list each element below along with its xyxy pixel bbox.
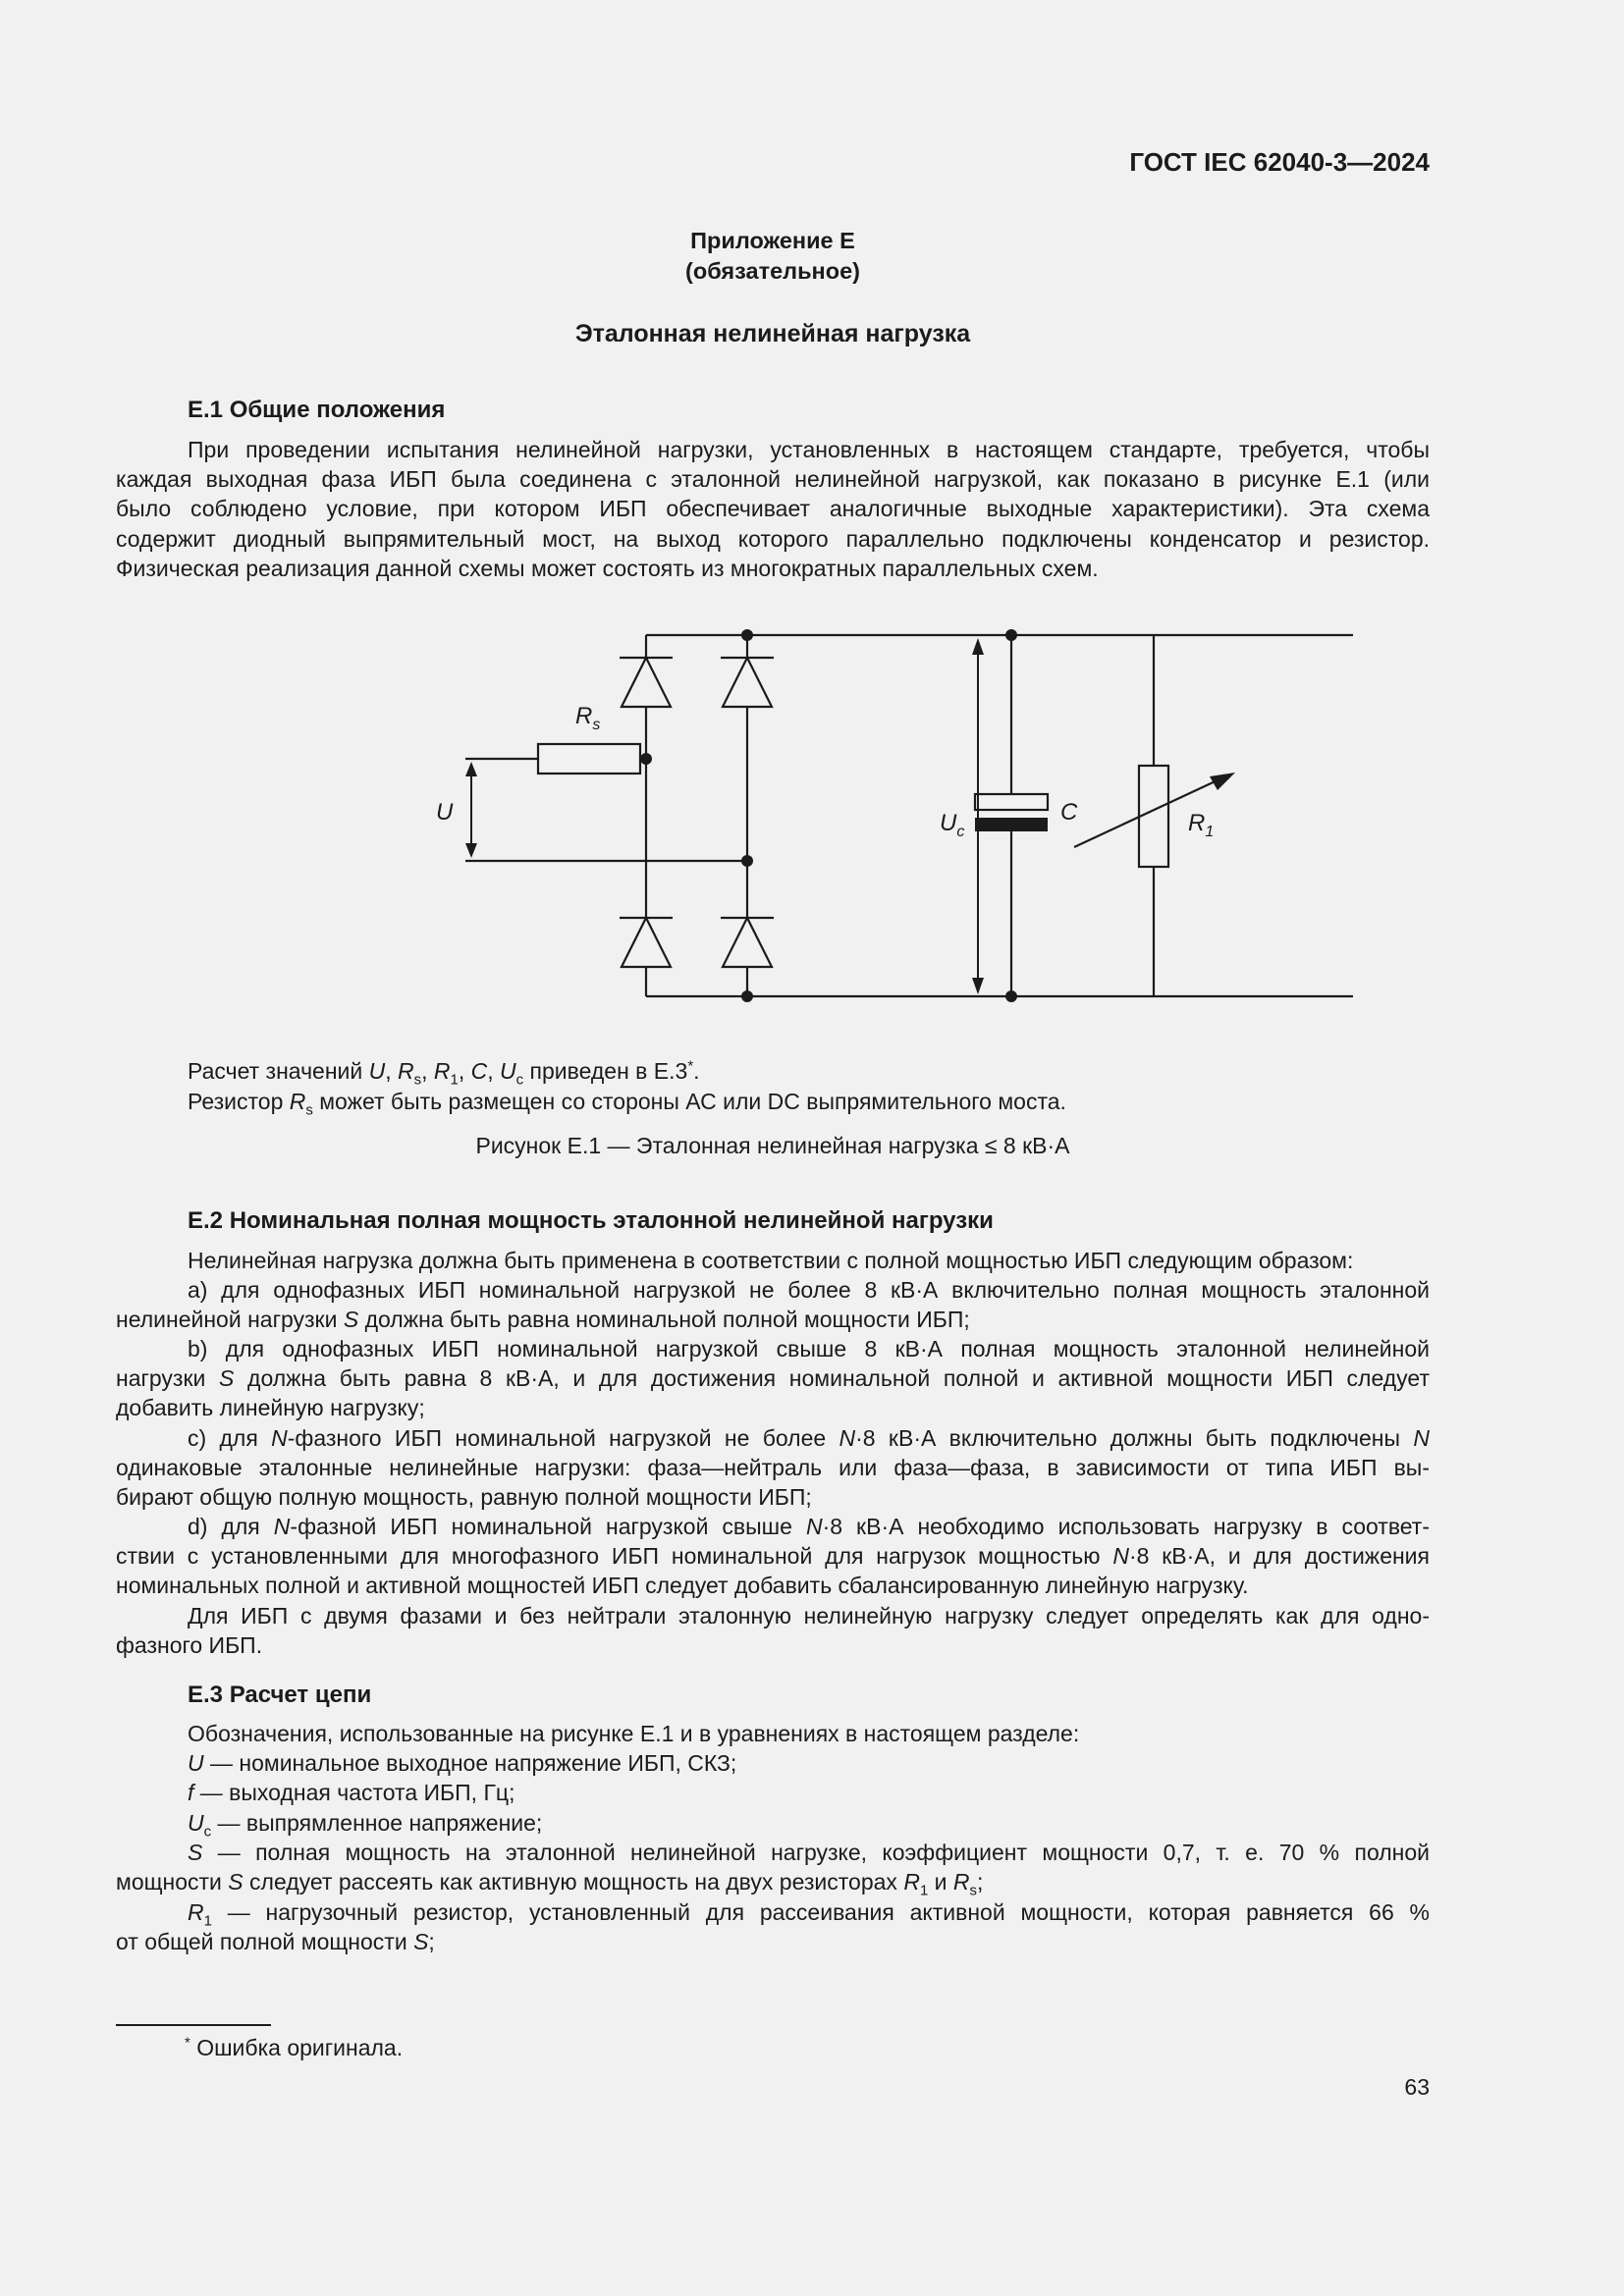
e1-line-3: было соблюдено условие, при котором ИБП обеспечивает аналогичные выходные характеристики). Эта схема	[116, 496, 1430, 521]
e2-item-a-1: а) для однофазных ИБП номинальной нагрузкой не более 8 кВ·А включительно полная мощность эталонной	[188, 1277, 1430, 1303]
figure-caption: Рисунок Е.1 — Эталонная нелинейная нагрузка ≤ 8 кВ·А	[475, 1133, 1070, 1158]
standard-code: ГОСТ IEC 62040-3—2024	[1129, 147, 1430, 177]
e2-item-b-1: b) для однофазных ИБП номинальной нагрузкой свыше 8 кВ·А полная мощность эталонной нелинейной	[188, 1336, 1430, 1362]
e2-line-1: Нелинейная нагрузка должна быть применена в соответствии с полной мощностью ИБП следующим образом:	[188, 1248, 1354, 1273]
e2-item-a-2: нелинейной нагрузки S должна быть равна номинальной полной мощности ИБП;	[116, 1307, 970, 1332]
appendix-status: (обязательное)	[685, 258, 860, 284]
diode-4	[723, 918, 772, 967]
e3-def-uc: $U_c$ — выпрямленное напряжение;	[188, 1810, 543, 1841]
label-c: C	[1060, 799, 1078, 826]
calc-note: Расчет значений U, $R_s$, $R_1$, C, $U_c$ приведен в Е.3*.	[188, 1057, 700, 1089]
node-bottom-bridge	[741, 990, 753, 1002]
node-input-top	[640, 753, 652, 765]
footnote: * Ошибка оригинала.	[185, 2034, 404, 2060]
circuit-diagram	[410, 614, 1353, 1026]
appendix-title: Приложение Е	[690, 228, 855, 253]
e2-item-c-1: с) для N-фазного ИБП номинальной нагрузкой не более N·8 кВ·А включительно должны быть подключены N	[188, 1425, 1430, 1451]
e3-def-f: f — выходная частота ИБП, Гц;	[188, 1780, 515, 1805]
e2-item-d-3: номинальных полной и активной мощностей ИБП следует добавить сбалансированную линейную нагрузку.	[116, 1573, 1249, 1598]
e1-line-5: Физическая реализация данной схемы может состоять из многократных параллельных схем.	[116, 556, 1099, 581]
e1-line-2: каждая выходная фаза ИБП была соединена с эталонной нелинейной нагрузкой, как показано в рисунке Е.1 (или	[116, 466, 1430, 492]
e2-item-b-2: нагрузки S должна быть равна 8 кВ·А, и для достижения номинальной полной и активной мощности ИБП следует	[116, 1365, 1430, 1391]
e3-def-s-2: мощности S следует рассеять как активную мощность на двух резисторах $R_1$ и $R_s$;	[116, 1869, 984, 1899]
appendix-name: Эталонная нелинейная нагрузка	[574, 320, 971, 347]
e3-def-u: U — номинальное выходное напряжение ИБП, СКЗ;	[188, 1750, 737, 1776]
e2-item-c-3: бирают общую полную мощность, равную полной мощности ИБП;	[116, 1484, 812, 1510]
circuit-svg	[410, 614, 1353, 1026]
e2-item-c-2: одинаковые эталонные нелинейные нагрузки: фаза—нейтраль или фаза—фаза, в зависимости от типа ИБП вы-	[116, 1455, 1430, 1480]
label-u: U	[436, 799, 454, 826]
e3-line-1: Обозначения, использованные на рисунке Е.1 и в уравнениях в настоящем разделе:	[188, 1721, 1080, 1746]
capacitor-plate-top	[975, 794, 1048, 810]
e3-def-s-1: S — полная мощность на эталонной нелинейной нагрузке, коэффициент мощности 0,7, т. е. 70 % полной	[188, 1840, 1430, 1865]
diode-2	[723, 658, 772, 707]
e2-item-d-1: d) для N-фазной ИБП номинальной нагрузкой свыше N·8 кВ·А необходимо использовать нагрузку в соответ-	[188, 1514, 1430, 1539]
section-e1-heading: Е.1 Общие положения	[188, 397, 446, 423]
e1-line-4: содержит диодный выпрямительный мост, на выход которого параллельно подключены конденсатор и резистор.	[116, 526, 1430, 552]
diode-3	[622, 918, 671, 967]
label-rs: $R_s$	[575, 703, 601, 733]
e2-last-1: Для ИБП с двумя фазами и без нейтрали эталонную нелинейную нагрузку следует определять как для одно-	[188, 1603, 1430, 1629]
resistor-note: Резистор $R_s$ может быть размещен со стороны АС или DC выпрямительного моста.	[188, 1089, 1066, 1119]
label-r1: $R_1$	[1188, 810, 1215, 840]
page-number: 63	[1404, 2074, 1430, 2100]
e3-def-r1-2: от общей полной мощности S;	[116, 1929, 435, 1954]
variable-arrow-head	[1210, 773, 1235, 790]
section-e3-heading: Е.3 Расчет цепи	[188, 1682, 372, 1708]
node-bottom-cap	[1005, 990, 1017, 1002]
label-uc: $U_c$	[940, 810, 965, 840]
e3-def-r1-1: $R_1$ — нагрузочный резистор, установленный для рассеивания активной мощности, которая равняется 66 %	[188, 1899, 1430, 1930]
diode-1	[622, 658, 671, 707]
e2-item-d-2: ствии с установленными для многофазного ИБП номинальной для нагрузок мощностью N·8 кВ·А, и для достижения	[116, 1543, 1430, 1569]
node-top-cap	[1005, 629, 1017, 641]
section-e2-heading: Е.2 Номинальная полная мощность эталонной нелинейной нагрузки	[188, 1207, 994, 1234]
e2-item-b-3: добавить линейную нагрузку;	[116, 1395, 425, 1420]
capacitor-plate-bottom	[975, 818, 1048, 831]
node-input-bottom	[741, 855, 753, 867]
e2-last-2: фазного ИБП.	[116, 1632, 263, 1658]
e1-line-1: При проведении испытания нелинейной нагрузки, установленных в настоящем стандарте, требуется, чтобы	[188, 437, 1430, 462]
footnote-separator	[116, 2024, 271, 2026]
node-top-bridge	[741, 629, 753, 641]
resistor-r1	[1139, 766, 1168, 867]
resistor-rs	[538, 744, 640, 774]
